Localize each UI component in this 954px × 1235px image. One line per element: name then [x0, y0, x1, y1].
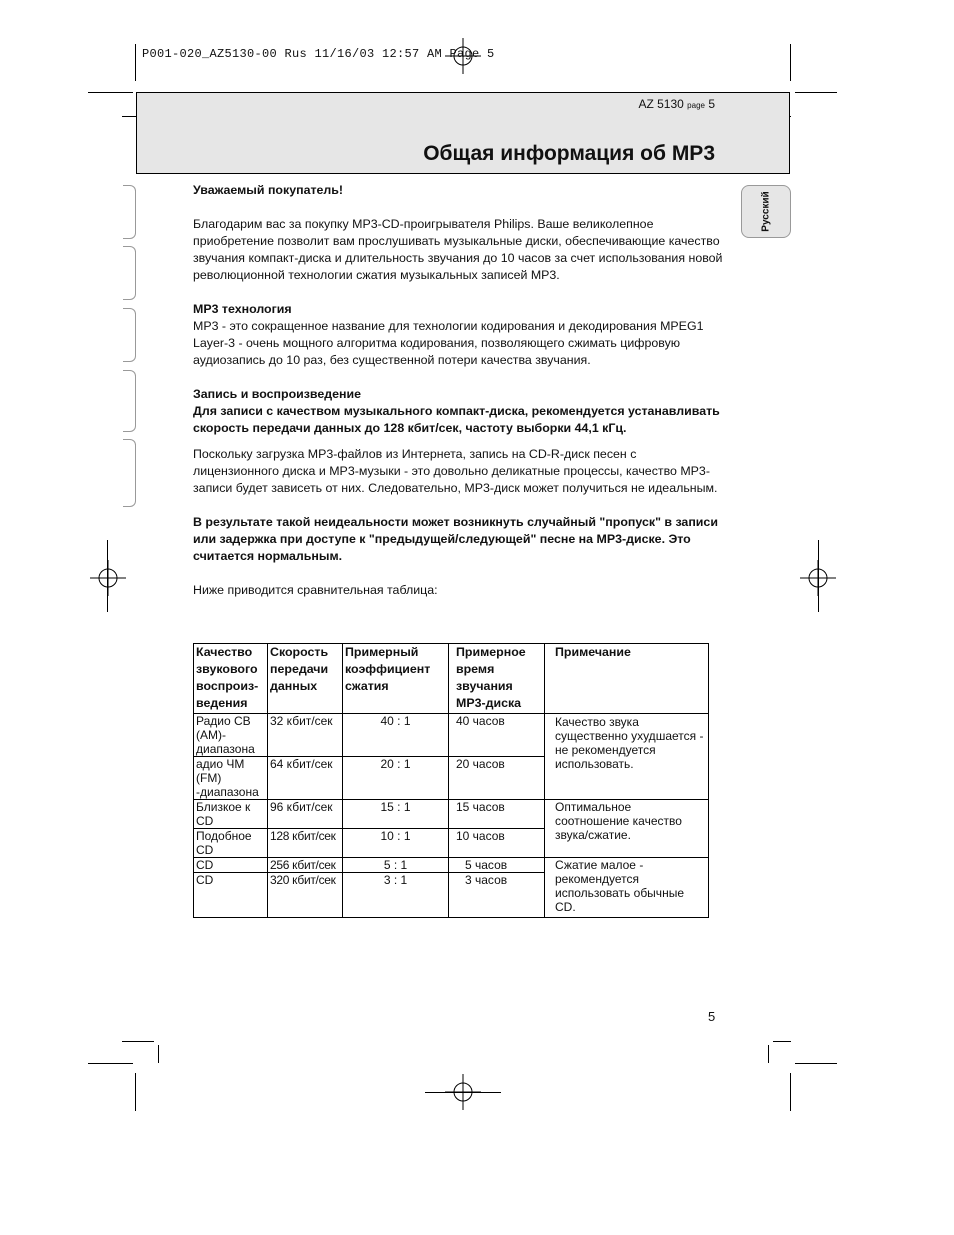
crop-mark	[107, 540, 108, 612]
crop-mark	[122, 1041, 154, 1042]
registration-mark-icon	[90, 560, 126, 596]
side-tab	[123, 185, 136, 239]
table-header-row	[194, 644, 709, 714]
cell-ratio: 5 : 1	[343, 858, 449, 873]
crop-mark	[818, 540, 819, 612]
table-row	[194, 858, 709, 873]
table-intro: Ниже приводится сравнительная таблица:	[193, 583, 438, 597]
crop-mark	[88, 92, 133, 93]
crop-mark	[790, 44, 791, 81]
cell-quality: адио ЧМ (FM) -диапазона	[194, 757, 268, 800]
side-tab	[123, 439, 136, 507]
cell-rate: 96 кбит/сек	[268, 800, 343, 829]
crop-mark	[795, 1063, 837, 1064]
page-title: Общая информация об MP3	[423, 142, 715, 165]
language-tab-label: Русский	[760, 191, 772, 232]
cell-time: 20 часов	[449, 757, 545, 800]
print-slug: P001-020_AZ5130-00 Rus 11/16/03 12:57 AM Page 5	[142, 47, 495, 61]
crop-mark	[158, 1045, 159, 1063]
page-word: page	[687, 101, 705, 110]
tech-paragraph: MP3 - это сокращенное название для технологии кодирования и декодирования MPEG1 Layer-3 - очень мощного алгоритма кодирования, позволяющего сжимать цифровую аудиозапись до 10 раз, без существенной потери качества звучания.	[193, 319, 704, 367]
cell-time: 5 часов	[449, 858, 545, 873]
crop-mark	[790, 1073, 791, 1111]
cell-ratio: 20 : 1	[343, 757, 449, 800]
cell-quality: Подобное CD	[194, 829, 268, 858]
side-tab	[123, 370, 136, 432]
cell-ratio: 3 : 1	[343, 873, 449, 918]
crop-mark	[773, 1041, 791, 1042]
cell-rate: 256 кбит/сек	[268, 858, 343, 873]
model-label	[638, 97, 715, 111]
crop-mark	[135, 44, 136, 81]
tech-heading: MP3 технология	[193, 302, 292, 316]
cell-time: 3 часов	[449, 873, 545, 918]
table-row	[194, 800, 709, 829]
header-note: Примечание	[545, 644, 709, 714]
comparison-table	[193, 643, 709, 918]
crop-mark	[768, 1045, 769, 1063]
header-quality: Качество звукового воспроиз-ведения	[194, 644, 268, 714]
cell-rate: 128 кбит/сек	[268, 829, 343, 858]
header-page-number: 5	[708, 97, 715, 111]
recording-recommendation: Для записи с качеством музыкального компакт-диска, рекомендуется устанавливать скорость передачи данных до 128 кбит/сек, частоту выборки 44,1 кГц.	[193, 404, 720, 435]
table-row	[194, 714, 709, 757]
cell-note: Оптимальное соотношение качество звука/сжатие.	[545, 800, 709, 858]
cell-quality: CD	[194, 858, 268, 873]
cell-time: 15 часов	[449, 800, 545, 829]
cell-note: Качество звука существенно ухудшается - не рекомендуется использовать.	[545, 714, 709, 800]
crop-mark	[795, 92, 837, 93]
crop-mark	[135, 1073, 136, 1111]
cell-time: 40 часов	[449, 714, 545, 757]
cell-ratio: 15 : 1	[343, 800, 449, 829]
cell-time: 10 часов	[449, 829, 545, 858]
crop-mark	[88, 1063, 133, 1064]
cell-note: Сжатие малое - рекомендуется использовать обычные CD.	[545, 858, 709, 918]
side-tab	[123, 246, 136, 300]
language-tab-label-wrap	[741, 185, 791, 238]
model-name: AZ 5130	[638, 97, 684, 111]
cell-ratio: 10 : 1	[343, 829, 449, 858]
cell-quality: Радио СВ (АМ)-диапазона	[194, 714, 268, 757]
page-number: 5	[708, 1009, 716, 1024]
cell-ratio: 40 : 1	[343, 714, 449, 757]
warning-paragraph: В результате такой неидеальности может возникнуть случайный "пропуск" в записи или задержка при доступе к "предыдущей/следующей" песне на MP3-диске. Это считается нормальным.	[193, 515, 718, 563]
cell-rate: 320 кбит/сек	[268, 873, 343, 918]
header-ratio: Примерный коэффициент сжатия	[343, 644, 449, 714]
cell-quality: Близкое к CD	[194, 800, 268, 829]
cell-rate: 64 кбит/сек	[268, 757, 343, 800]
side-tab	[123, 308, 136, 362]
greeting: Уважаемый покупатель!	[193, 183, 344, 197]
crop-mark	[425, 1092, 501, 1093]
recording-paragraph: Поскольку загрузка MP3-файлов из Интернета, запись на CD-R-диск песен с лицензионного диска и MP3-музыки - это довольно деликатные процессы, качество MP3-записи будет зависеть от них. Следовательно, MP3-диск может получиться не идеальным.	[193, 447, 718, 495]
header-time: Примерное время звучания MP3-диска	[449, 644, 545, 714]
recording-heading: Запись и воспроизведение	[193, 387, 362, 401]
intro-paragraph: Благодарим вас за покупку MP3-CD-проигрывателя Philips. Ваше великолепное приобретение позволит вам прослушивать музыкальные диски, обеспечивающие качество звучания компакт-диска и длительность звучания до 10 часов за счет использования новой революционной технологии сжатия музыкальных записей MP3.	[193, 217, 723, 282]
main-content	[193, 182, 723, 599]
header-rate: Скорость передачи данных	[268, 644, 343, 714]
cell-rate: 32 кбит/сек	[268, 714, 343, 757]
cell-quality: CD	[194, 873, 268, 918]
